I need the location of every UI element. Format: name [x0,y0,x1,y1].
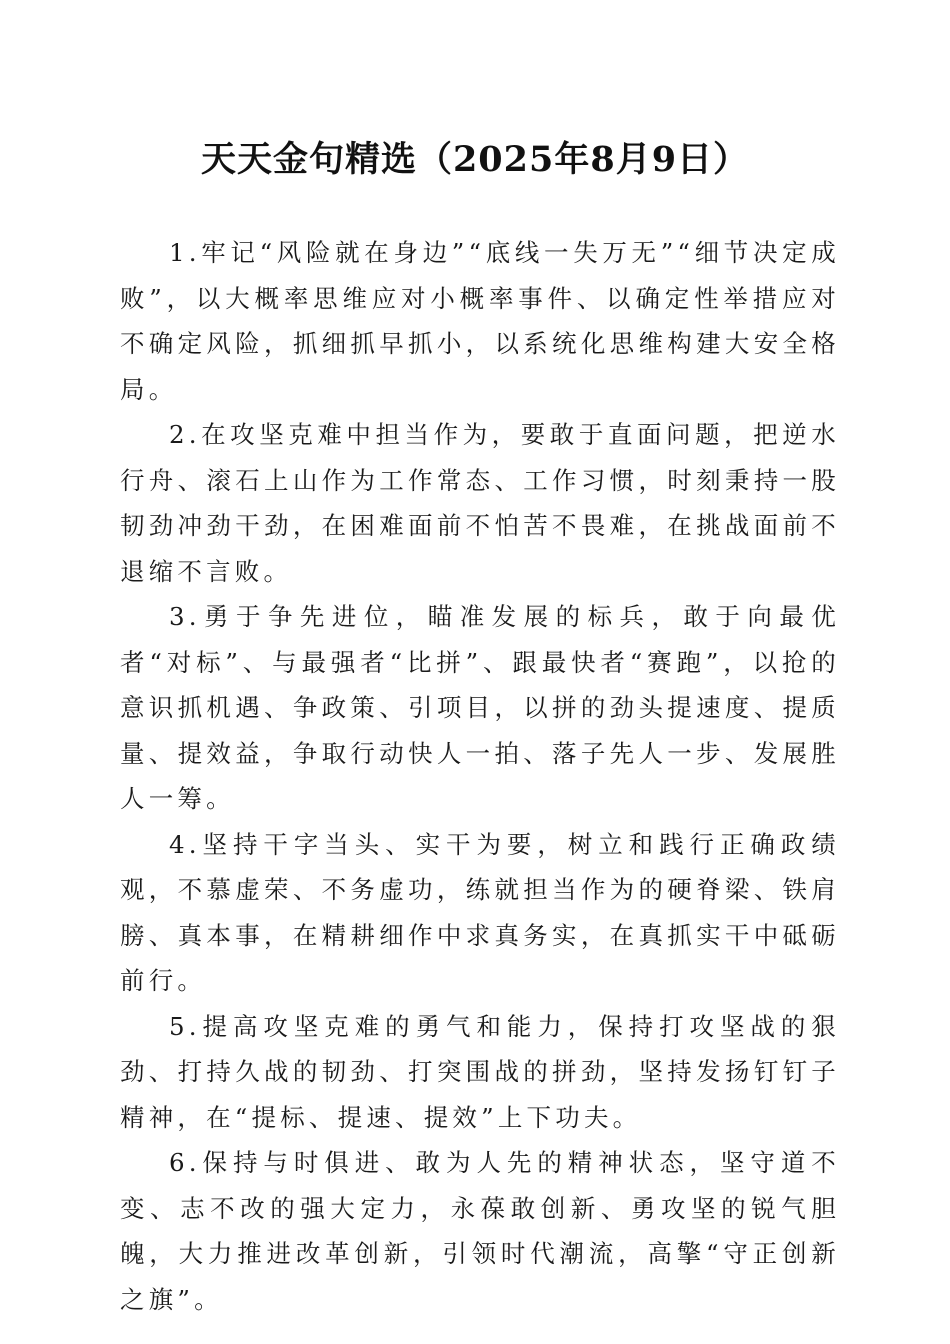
paragraph-3: 3.勇于争先进位，瞄准发展的标兵，敢于向最优者“对标”、与最强者“比拼”、跟最快者“赛跑”，以抢的意识抓机遇、争政策、引项目，以拼的劲头提速度、提质量、提效益，争取行动快人一拍、落子先人一步、发展胜人一筹。 [120,602,840,813]
paragraph-4: 4.坚持干字当头、实干为要，树立和践行正确政绩观，不慕虚荣、不务虚功，练就担当作为的硬脊梁、铁肩膀、真本事，在精耕细作中求真务实，在真抓实干中砥砺前行。 [120,829,840,995]
paragraph-1: 1.牢记“风险就在身边”“底线一失万无”“细节决定成败”，以大概率思维应对小概率事件、以确定性举措应对不确定风险，抓细抓早抓小，以系统化思维构建大安全格局。 [120,238,840,404]
paragraph-2: 2.在攻坚克难中担当作为，要敢于直面问题，把逆水行舟、滚石上山作为工作常态、工作习惯，时刻秉持一股韧劲冲劲干劲，在困难面前不怕苦不畏难，在挑战面前不退缩不言败。 [120,420,840,586]
document-body [120,230,840,1322]
paragraph-6: 6.保持与时俱进、敢为人先的精神状态，坚守道不变、志不改的强大定力，永葆敢创新、勇攻坚的锐气胆魄，大力推进改革创新，引领时代潮流，高擎“守正创新之旗”。 [120,1148,840,1314]
document-title: 天天金句精选（2025年8月9日） [200,139,750,180]
paragraph-5: 5.提高攻坚克难的勇气和能力，保持打攻坚战的狠劲、打持久战的韧劲、打突围战的拼劲，坚持发扬钉钉子精神，在“提标、提速、提效”上下功夫。 [120,1011,840,1132]
